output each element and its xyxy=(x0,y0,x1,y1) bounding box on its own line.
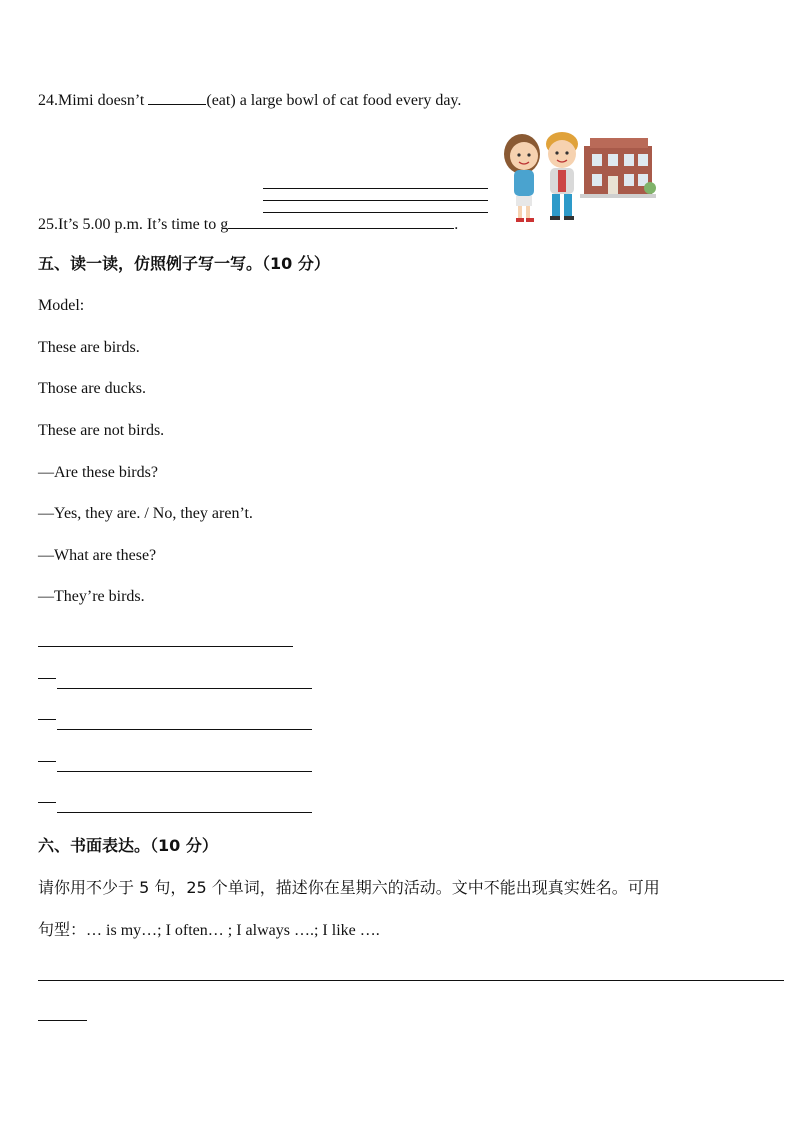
model-line: —Yes, they are. / No, they aren’t. xyxy=(38,505,253,522)
question-end: . xyxy=(454,216,459,233)
question-number: 24. xyxy=(38,92,58,109)
section-5-title: 五、读一读，仿照例子写一写。（10 分） xyxy=(38,254,330,273)
model-line: Those are ducks. xyxy=(38,380,146,397)
answer-line[interactable] xyxy=(57,729,312,730)
answer-line[interactable] xyxy=(38,646,293,647)
model-line: —Are these birds? xyxy=(38,464,158,481)
answer-dash xyxy=(38,761,56,762)
children-and-school-illustration xyxy=(500,128,656,230)
composition-line[interactable] xyxy=(38,980,784,981)
section-6-title: 六、书面表达。（10 分） xyxy=(38,836,218,855)
composition-line-end[interactable] xyxy=(38,1020,87,1021)
model-label: Model: xyxy=(38,297,85,314)
question-25 xyxy=(38,214,458,235)
section-6-instruction: 请你用不少于 5 句，25 个单词，描述你在星期六的活动。文中不能出现真实姓名。可用 xyxy=(38,878,660,897)
verb-hint: (eat) xyxy=(206,92,236,109)
question-text-after: a large bowl of cat food every day. xyxy=(235,92,462,109)
patterns-label: 句型： xyxy=(38,920,87,939)
model-line: —What are these? xyxy=(38,547,157,564)
answer-dash xyxy=(38,719,56,720)
question-text-before: Mimi doesn’t xyxy=(58,92,149,109)
question-text: It’s 5.00 p.m. It’s time to g xyxy=(58,216,229,233)
question-number: 25. xyxy=(38,216,58,233)
writing-line[interactable] xyxy=(263,188,488,189)
answer-dash xyxy=(38,678,56,679)
model-line: These are not birds. xyxy=(38,422,165,439)
answer-blank-25[interactable] xyxy=(228,214,454,229)
answer-blank-24[interactable] xyxy=(148,88,206,105)
answer-line[interactable] xyxy=(57,771,312,772)
model-line: —They’re birds. xyxy=(38,588,145,605)
question-24 xyxy=(38,88,461,111)
answer-line[interactable] xyxy=(57,688,312,689)
patterns-text: … is my…; I often… ; I always ….; I like …. xyxy=(86,922,380,939)
model-line: These are birds. xyxy=(38,339,140,356)
writing-line[interactable] xyxy=(263,212,488,213)
answer-line[interactable] xyxy=(57,812,312,813)
answer-dash xyxy=(38,802,56,803)
section-6-patterns xyxy=(38,920,380,941)
writing-line[interactable] xyxy=(263,200,488,201)
